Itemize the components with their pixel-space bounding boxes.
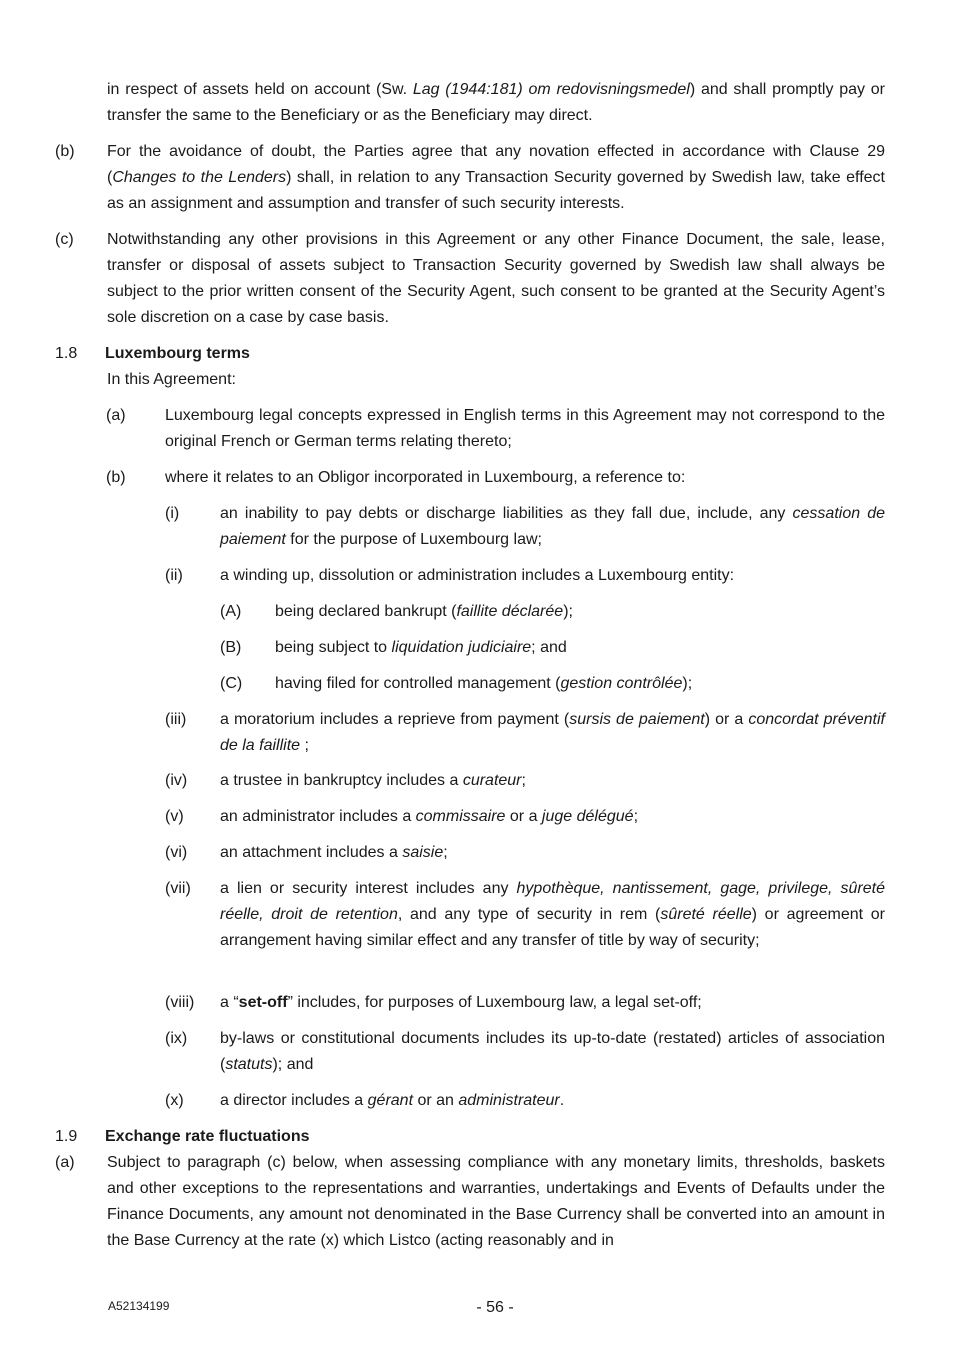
section-title: Luxembourg terms bbox=[105, 345, 250, 362]
subparagraph-vi: an attachment includes a saisie; bbox=[220, 844, 448, 861]
paragraph-b: For the avoidance of doubt, the Parties agree that any novation effected in accordance with Clause 29 (Changes to the Lenders) shall, in relation to any Transaction Security governed by Swedish law, take effect as an assignment and assumption and transfer of such security interests. bbox=[107, 143, 886, 212]
subparagraph-iv: a trustee in bankruptcy includes a curateur; bbox=[220, 772, 526, 789]
item-A: being declared bankrupt (faillite déclarée); bbox=[275, 603, 573, 620]
item-label: (A) bbox=[220, 603, 242, 620]
document-id: A52134199 bbox=[108, 1299, 170, 1313]
subparagraph-x: a director includes a gérant or an administrateur. bbox=[220, 1092, 565, 1109]
section-intro: In this Agreement: bbox=[107, 371, 236, 388]
subparagraph-label: (ix) bbox=[165, 1030, 188, 1047]
subparagraph-viii: a “set-off” includes, for purposes of Luxembourg law, a legal set-off; bbox=[220, 994, 702, 1011]
paragraph-1-9-a: Subject to paragraph (c) below, when assessing compliance with any monetary limits, thresholds, baskets and other exceptions to the representations and warranties, undertakings and Events of Defaults under the Finance Documents, any amount not denominated in the Base Currency shall be converted into an amount in the Base Currency at the rate (x) which Listco (acting reasonably and in bbox=[107, 1154, 885, 1249]
item-label: (B) bbox=[220, 639, 242, 656]
subparagraph-label: (ii) bbox=[165, 567, 183, 584]
subparagraph-v: an administrator includes a commissaire or a juge délégué; bbox=[220, 808, 639, 825]
item-label: (C) bbox=[220, 675, 243, 692]
subparagraph-label: (vi) bbox=[165, 844, 188, 861]
subparagraph-label: (iv) bbox=[165, 772, 188, 789]
subparagraph-iii: a moratorium includes a reprieve from payment (sursis de paiement) or a concordat préventif de la faillite ; bbox=[220, 711, 886, 754]
item-C: having filed for controlled management (gestion contrôlée); bbox=[275, 675, 693, 692]
subparagraph-label: (vii) bbox=[165, 880, 191, 897]
paragraph-label: (b) bbox=[55, 143, 75, 160]
subparagraph-label: (i) bbox=[165, 505, 180, 522]
subparagraph-ii: a winding up, dissolution or administration includes a Luxembourg entity: bbox=[220, 567, 735, 584]
section-number: 1.8 bbox=[55, 345, 78, 362]
paragraph-label: (a) bbox=[55, 1154, 75, 1171]
paragraph-label: (a) bbox=[106, 407, 126, 424]
continued-paragraph: in respect of assets held on account (Sw. Lag (1944:181) om redovisningsmedel) and shall promptly pay or transfer the same to the Beneficiary or as the Beneficiary may direct. bbox=[107, 81, 885, 124]
subparagraph-label: (viii) bbox=[165, 994, 195, 1011]
paragraph-c: Notwithstanding any other provisions in this Agreement or any other Finance Document, the sale, lease, transfer or disposal of assets subject to Transaction Security governed by Swedish law shall always be subject to the prior written consent of the Security Agent, such consent to be granted at the Security Agent’s sole discretion on a case by case basis. bbox=[107, 231, 885, 326]
subparagraph-vii: a lien or security interest includes any hypothèque, nantissement, gage, privilege, sûreté réelle, droit de retention, and any type of security in rem (sûreté réelle) or agreement or arrangement having similar effect and any transfer of title by way of security; bbox=[220, 880, 886, 949]
paragraph-1-8-a: Luxembourg legal concepts expressed in English terms in this Agreement may not correspond to the original French or German terms relating thereto; bbox=[165, 407, 885, 450]
paragraph-1-8-b: where it relates to an Obligor incorporated in Luxembourg, a reference to: bbox=[165, 469, 686, 486]
subparagraph-i: an inability to pay debts or discharge liabilities as they fall due, include, any cessation de paiement for the purpose of Luxembourg law; bbox=[220, 505, 886, 548]
paragraph-label: (c) bbox=[55, 231, 74, 248]
paragraph-label: (b) bbox=[106, 469, 126, 486]
subparagraph-label: (iii) bbox=[165, 711, 187, 728]
item-B: being subject to liquidation judiciaire; and bbox=[275, 639, 567, 656]
page-number: - 56 - bbox=[476, 1299, 514, 1316]
section-number: 1.9 bbox=[55, 1128, 78, 1145]
subparagraph-label: (x) bbox=[165, 1092, 184, 1109]
subparagraph-ix: by-laws or constitutional documents includes its up-to-date (restated) articles of association (statuts); and bbox=[220, 1030, 885, 1073]
section-title: Exchange rate fluctuations bbox=[105, 1128, 310, 1145]
subparagraph-label: (v) bbox=[165, 808, 184, 825]
